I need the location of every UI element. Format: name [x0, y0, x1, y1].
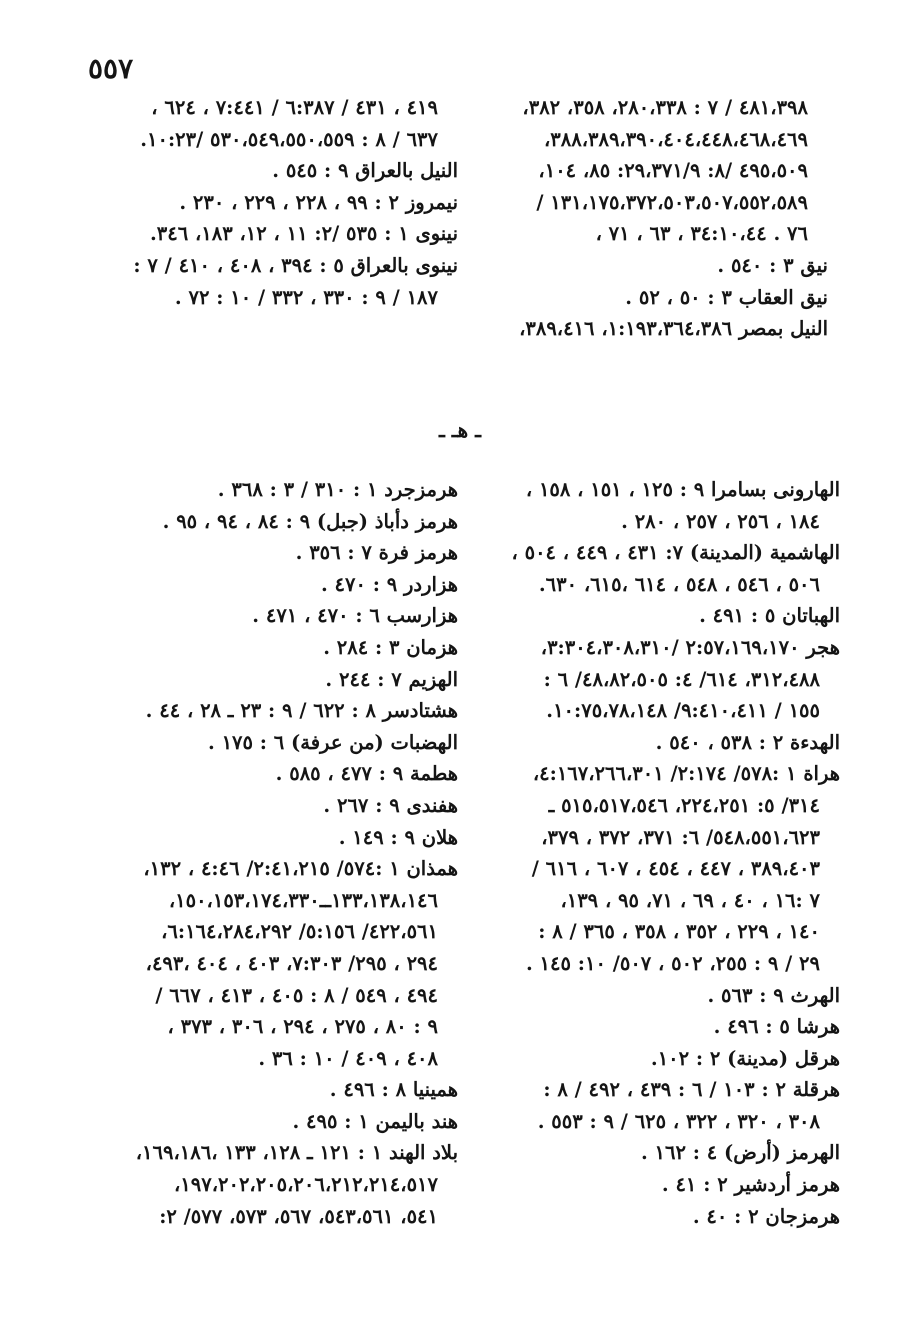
index-entry-continuation: ٩ : ٨٠ ، ٢٧٥ ، ٢٩٤ ، ٣٠٦ ، ٣٧٣ ،: [167, 1015, 438, 1039]
index-entry: هفندى ٩ : ٢٦٧ .: [323, 793, 458, 817]
index-entry: همينيا ٨ : ٤٩٦ .: [329, 1078, 458, 1102]
index-entry: هطمة ٩ : ٤٧٧ ، ٥٨٥ .: [275, 762, 458, 786]
index-entry-continuation: ٥٠٦ ، ٥٤٦ ، ٥٤٨ ، ٦١٤ ،٦١٥، ٦٣٠.: [538, 572, 820, 596]
index-entry-continuation: ٣٨٩،٤٠٣ ، ٤٤٧ ، ٤٥٤ ، ٦٠٧ ، ٦١٦ /: [531, 857, 820, 881]
index-entry-continuation: ٤٠٨ ، ٤٠٩ / ١٠ : ٣٦ .: [258, 1046, 438, 1070]
index-entry: الهرمز (أرض) ٤ : ١٦٢ .: [640, 1141, 840, 1165]
index-column-bottom-right: [488, 474, 840, 1232]
index-entry-continuation: ١٣١،١٧٥،٣٧٢،٥٠٣،٥٠٧،٥٥٢،٥٨٩ /: [536, 190, 808, 214]
index-entry-continuation: ٧ :١٦ ، ٤٠ ، ٦٩ ، ٧١، ٩٥ ، ١٣٩،: [560, 888, 820, 912]
index-entry: الهارونى بسامرا ٩ : ١٢٥ ، ١٥١ ، ١٥٨ ،: [525, 478, 840, 501]
index-entry-continuation: ١٨٧ / ٩ : ٣٣٠ ، ٣٣٢ / ١٠ : ٧٢ .: [174, 285, 438, 309]
index-entry: هرمز دأباذ (جبل) ٩ : ٨٤ ، ٩٤ ، ٩٥ .: [162, 509, 458, 533]
index-entry-continuation: ٧٦ . ٣٤:١٠،٤٤ ، ٦٣ ، ٧١ ،: [595, 222, 808, 246]
index-entry: الهزيم ٧ : ٢٤٤ .: [325, 667, 458, 691]
index-entry-continuation: ٦٣٧ / ٨ : ٥٣٠،٥٤٩،٥٥٠،٥٥٩ /١٠:٢٣.: [140, 127, 438, 151]
index-entry: هرمزجان ٢ : ٤٠ .: [692, 1204, 840, 1228]
index-entry-continuation: ٤٨١،٣٩٨ / ٧ : ٢٨٠،٣٣٨، ٣٥٨، ٣٨٢،: [522, 96, 808, 119]
index-entry: هرقلة ٢ : ١٠٣ / ٦ : ٤٣٩ ، ٤٩٢ / ٨ :: [543, 1078, 840, 1102]
index-entry-continuation: ٣١٤/ ٥: ٢٢٤،٢٥١، ٥١٥،٥١٧،٥٤٦ ـ: [548, 793, 820, 817]
index-entry: هند باليمن ١ : ٤٩٥ .: [292, 1109, 458, 1133]
index-entry: نيق ٣ : ٥٤٠ .: [717, 253, 828, 277]
index-entry: هزاردر ٩ : ٤٧٠ .: [320, 572, 458, 596]
index-entry: هراة ١ :٥٧٨/ ٢:١٧٤/ ٤:١٦٧،٢٦٦،٣٠١،: [532, 762, 840, 786]
index-entry-continuation: ٢٩ / ٩ : ٢٥٥، ٥٠٢ ، ٥٠٧/ ١٠: ١٤٥ .: [525, 951, 820, 975]
index-entry: هرقل (مدينة) ٢ : ١٠٢.: [650, 1046, 840, 1070]
index-entry: هرمز فرة ٧ : ٣٥٦ .: [295, 541, 458, 565]
index-column-top-right: [488, 92, 828, 345]
index-entry: نينوى ١ : ٥٣٥ /٢: ١١ ، ١٢، ١٨٣، ٣٤٦.: [149, 222, 458, 246]
index-entry-continuation: ٣٠٨ ، ٣٢٠ ، ٣٢٢ ، ٦٢٥ / ٩ : ٥٥٣ .: [537, 1109, 820, 1133]
index-entry: همذان ١ :٥٧٤/ ٢:٤١،٢١٥/ ٤:٤٦ ، ١٣٢،: [143, 857, 458, 881]
index-entry-continuation: ١٤٠ ، ٢٢٩ ، ٣٥٢ ، ٣٥٨ ، ٣٦٥ / ٨ :: [538, 920, 820, 944]
index-entry: هلان ٩ : ١٤٩ .: [338, 825, 458, 849]
index-entry: هجر ٢:٥٧،١٦٩،١٧٠ /٣:٣٠٤،٣٠٨،٣١٠،: [540, 635, 840, 659]
index-entry: الهدءة ٢ : ٥٣٨ ، ٥٤٠ .: [655, 730, 840, 754]
index-entry-continuation: ٢٩٤ ، ٢٩٥/ ٧:٣٠٣، ٤٠٣ ، ٤٠٤ ،٤٩٣،: [145, 951, 438, 975]
page-number: ٥٥٧: [88, 52, 134, 85]
index-entry: هرمزجرد ١ : ٣١٠ / ٣ : ٣٦٨ .: [217, 478, 458, 501]
index-entry-continuation: ١٥٥ / ٩:٤١٠،٤١١/ ١٠:٧٥،٧٨،١٤٨.: [546, 699, 820, 723]
index-entry: بلاد الهند ١ : ١٢١ ـ ١٢٨، ١٣٣ ،١٦٩،١٨٦،: [135, 1141, 458, 1165]
index-entry: نيق العقاب ٣ : ٥٠ ، ٥٢ .: [625, 285, 828, 309]
index-entry: الهباتان ٥ : ٤٩١ .: [699, 604, 840, 628]
index-entry-continuation: ٣٨٨،٣٨٩،٣٩٠،٤٠٤،٤٤٨،٤٦٨،٤٦٩،: [543, 127, 808, 151]
index-entry: نينوى بالعراق ٥ : ٣٩٤ ، ٤٠٨ ، ٤١٠ / ٧ :: [133, 253, 458, 277]
index-entry: هرشا ٥ : ٤٩٦ .: [713, 1015, 840, 1039]
index-entry-continuation: ١٣٣،١٣٨،١٤٦ــ١٥٠،١٥٣،١٧٤،٣٣٠،: [168, 888, 438, 912]
index-entry-continuation: ٤٩٥،٥٠٩ /٨: ٢٩،٣٧١/٩: ٨٥، ١٠٤،: [538, 159, 808, 183]
index-entry: النيل بالعراق ٩ : ٥٤٥ .: [272, 159, 458, 183]
index-entry: هرمز أردشير ٢ : ٤١ .: [661, 1173, 840, 1197]
index-entry-continuation: ٥٤٨،٥٥١،٦٢٣/ ٦: ٣٧١، ٣٧٢ ، ٣٧٩،: [541, 825, 820, 849]
index-entry-continuation: ٣١٢،٤٨٨، ٦١٤/ ٤: ٤٨،٨٢،٥٠٥/ ٦ :: [543, 667, 820, 691]
index-entry: النيل بمصر ١:١٩٣،٣٦٤،٣٨٦، ٣٨٩،٤١٦،: [519, 317, 828, 341]
index-entry-continuation: ٥٤١، ٥٤٣،٥٦١، ٥٦٧، ٥٧٣، ٥٧٧/ ٢:: [159, 1204, 438, 1228]
index-entry-continuation: ٤١٩ ، ٤٣١ / ٦:٣٨٧ / ٧:٤٤١ ، ٦٢٤ ،: [151, 96, 438, 119]
index-entry-continuation: ٤٩٤ ، ٥٤٩ / ٨ : ٤٠٥ ، ٤١٣ ، ٦٦٧ /: [155, 983, 438, 1007]
index-entry: الهرث ٩ : ٥٦٣ .: [707, 983, 840, 1007]
index-entry: الهاشمية (المدينة) ٧: ٤٣١ ، ٤٤٩ ، ٥٠٤ ،: [511, 541, 840, 565]
index-column-top-left: [88, 92, 458, 313]
index-column-bottom-left: [88, 474, 458, 1232]
section-letter-heading: ـ هـ ـ: [438, 418, 482, 442]
index-entry: هشتادسر ٨ : ٦٢٢ / ٩ : ٢٣ ـ ٢٨ ، ٤٤ .: [145, 699, 458, 723]
index-entry: الهضبات (من عرفة) ٦ : ١٧٥ .: [208, 730, 458, 754]
index-entry: هزارسب ٦ : ٤٧٠ ، ٤٧١ .: [252, 604, 458, 628]
index-entry: هزمان ٣ : ٢٨٤ .: [323, 635, 458, 659]
index-entry-continuation: ١٩٧،٢٠٢،٢٠٥،٢٠٦،٢١٢،٢١٤،٥١٧،: [173, 1173, 438, 1197]
index-entry-continuation: ١٨٤ ، ٢٥٦ ، ٢٥٧ ، ٢٨٠ .: [621, 509, 820, 533]
index-entry: نيمروز ٢ : ٩٩ ، ٢٢٨ ، ٢٢٩ ، ٢٣٠ .: [179, 190, 458, 214]
index-entry-continuation: ٤٢٢،٥٦١/ ٥:١٥٦/ ٦:١٦٤،٢٨٤،٢٩٢،: [161, 920, 438, 944]
